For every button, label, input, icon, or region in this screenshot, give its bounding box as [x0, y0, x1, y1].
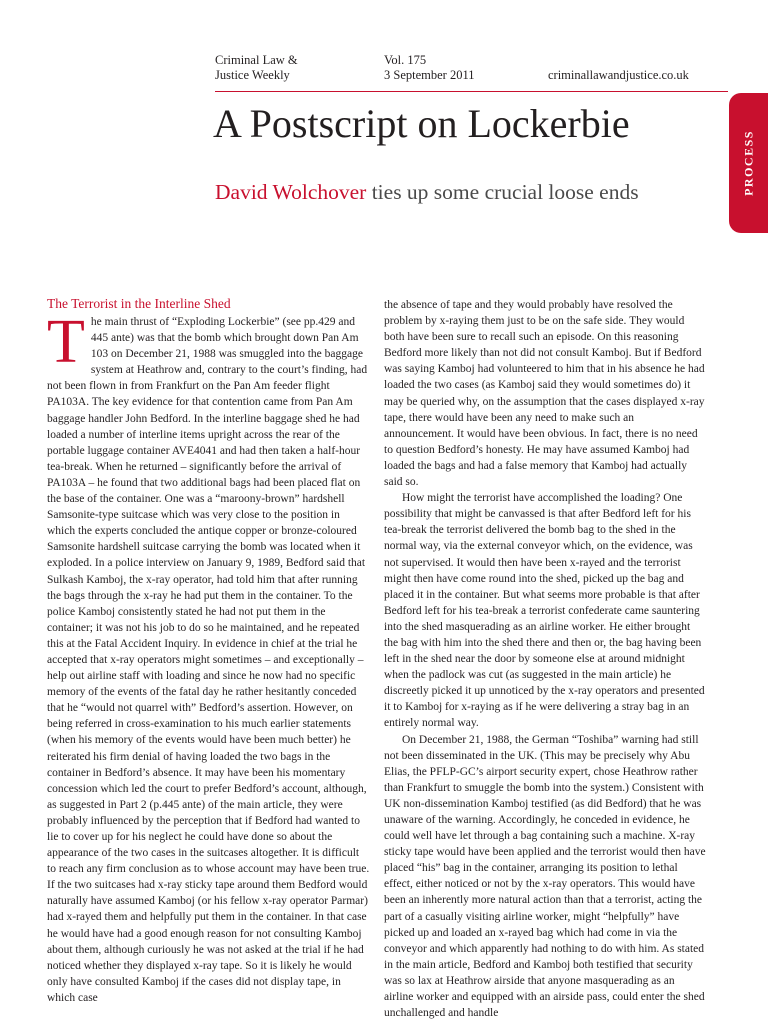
- text-column-left: [47, 295, 370, 1006]
- paragraph: [47, 308, 370, 1006]
- website-url: criminallawandjustice.co.uk: [548, 68, 689, 82]
- article-title: A Postscript on Lockerbie: [213, 101, 630, 146]
- journal-name: [215, 53, 298, 82]
- paragraph-text: he main thrust of “Exploding Lockerbie” (see pp.429 and 445 ante) was that the bomb which brought down Pan Am 103 on December 21, 1988 was smuggled into the baggage system at Heathrow and, contrary to the court’s finding, had not been flown in from Frankfurt on the Pan Am feeder flight PA103A. The key evidence for that contention came from Pan Am baggage handler John Bedford. In the interline baggage shed he had loaded a number of interline items upright across the rear of the portable luggage container AVE4041 and had then taken a half-hour tea-break. When he returned – significantly before the arrival of PA103A – he found that two additional bags had been placed flat on the base of the container. One was a “maroony-brown” hardshell Samsonite-type suitcase which was very close to the position in which the experts concluded the antique copper or bronze-coloured Samsonite hardshell suitcase carrying the bomb was located when it exploded. In a police interview on January 9, 1989, Bedford said that Sulkash Kamboj, the x-ray operator, had told him that after running the bags through the x-ray he had put them in the container. To the police Kamboj consistently stated he had not put them in the container; it was not his job to do so he maintained, and he repeated this at the Fatal Accident Inquiry. In evidence in chief at the trial he accepted that x-ray operators might sometimes – and exceptionally – help out airline staff with loading and since he now had no specific memory of the events of the fatal day he rather hesitantly conceded that he “would not quarrel with” Bedford’s assertion. However, on being referred in cross-examination to his much earlier statements (when his memory of the events would have been much better) he reiterated his firm denial of having loaded the two bags in the container in Bedford’s absence. It may have been his momentary concession which led the court to prefer Bedford’s account, although, as suggested in Part 2 (p.445 ante) of the main article, they were probably influenced by the perception that if Bedford had wanted to lie to cover up for his neglect he could have done so about the appearance of the two cases in the suitcases altogether. It is difficult to reach any firm conclusion as to whose account may have been true. If the two suitcases had x-ray sticky tape around them Bedford would naturally have assumed Kamboj (or his fellow x-ray operator Parmar) had x-rayed them and helpfully put them in the container. In that case he would have had a good enough reason for not consulting Kamboj about them, although curiously he was not asked at the trial if he had noticed whether they displayed x-ray tape. So it is likely he would only have consulted Kamboj if the cases did not display tape, in which case: [47, 316, 370, 1004]
- issue-date: 3 September 2011: [384, 67, 475, 82]
- author-name: David Wolchover: [215, 180, 367, 204]
- paragraph: How might the terrorist have accomplished the loading? One possibility that might be canvassed is that after Bedford left for his tea-break the terrorist delivered the bomb bag to the shed in the normal way, via the external conveyor which, on the evidence, was not supervised. It would then have been x-rayed and the terrorist might then have come round into the shed, picked up the bag and placed it in the container. But what seems more probable is that after Bedford left for his tea-break a terrorist confederate came sauntering into the shed masquerading as an airline worker. He either brought the bag with him into the shed there and then or, the bag having been left in the shed near the door by someone else at around midnight when the padlock was cut (as suggested in the main article) he discreetly picked it up unnoticed by the x-ray operators and presented it to Kamboj for x-raying as if he were delivering a stray bag in an entirely normal way.: [384, 492, 705, 730]
- header-divider: [215, 91, 728, 92]
- article-tagline: ties up some crucial loose ends: [371, 180, 639, 204]
- text-column-right: [384, 297, 706, 1021]
- article-subtitle: [215, 178, 639, 206]
- section-tab-label: PROCESS: [741, 130, 755, 196]
- issue-info: [384, 53, 475, 82]
- drop-cap: T: [47, 308, 85, 376]
- section-heading: The Terrorist in the Interline Shed: [47, 296, 231, 311]
- section-tab: [729, 93, 768, 233]
- paragraph: the absence of tape and they would probably have resolved the problem by x-raying them just to be on the safe side. They would both have been sure to recall such an episode. On this reasoning Bedford more likely than not did not consult Kamboj. But if Bedford was saying Kamboj had volunteered to him that in his absence he had loaded the two cases (as Kamboj said they would sometimes do) it may be queried why, on the assumption that the cases displayed x-ray tape, there would have been any need to make such an announcement. It would have been obvious. In fact, there is no need to question Bedford’s honesty. He may have assumed Kamboj had loaded the bags and had a false memory that Kamboj had actually said so.: [384, 299, 705, 489]
- volume-number: Vol. 175: [384, 53, 427, 67]
- journal-name-line1: Criminal Law &: [215, 53, 298, 67]
- journal-name-line2: Justice Weekly: [215, 67, 290, 82]
- paragraph: On December 21, 1988, the German “Toshiba” warning had still not been disseminated in the UK. (This may be precisely why Abu Elias, the PFLP-GC’s airport security expert, chose Heathrow rather than Frankfurt to smuggle the bomb into the system.) Consistent with UK non-dissemination Kamboj testified (as did Bedford) that he was unaware of the warning. Accordingly, he conceded in evidence, he could well have let through a bag containing such a machine. X-ray sticky tape would have been applied and the terrorist would then have placed “his” bag in the container, arranging its position to lethal effect, either noticed or not by the x-ray operators. This would have been an inherently more natural action than that a terrorist, acting the part of a casually visiting airline worker, might “helpfully” have picked up and loaded an x-rayed bag which had come in via the conveyor and which apparently had nothing to do with him. As stated in the main article, Bedford and Kamboj both testified that security was so lax at Heathrow airside that anyone masquerading as an airline worker and equipped with an airside pass, could enter the shed unchallenged and handle: [384, 733, 706, 1020]
